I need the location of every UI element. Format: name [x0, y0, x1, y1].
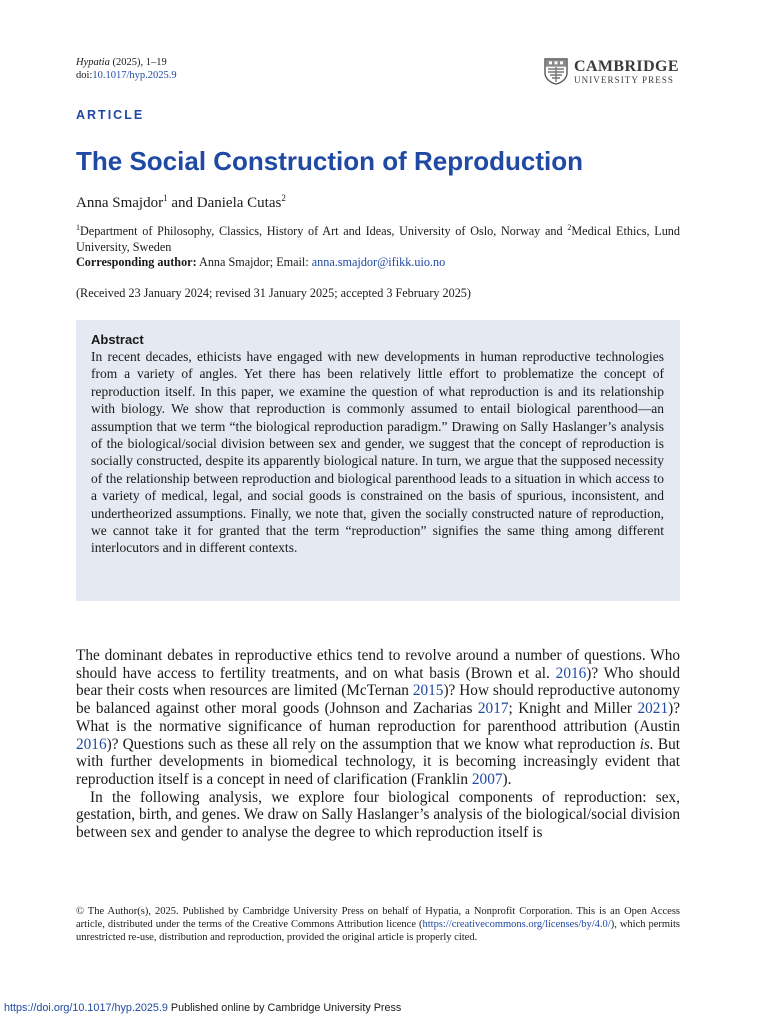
footer-text: Published online by Cambridge University Press [167, 1002, 402, 1014]
affiliation-text: Medical Ethics, Lund University, Sweden [76, 224, 680, 254]
received-dates: (Received 23 January 2024; revised 31 January 2025; accepted 3 February 2025) [76, 286, 471, 300]
license-text: ), which permits unrestricted re-use, distribution and reproduction, provided the original article is properly cited. [76, 918, 681, 943]
affiliation-text: Department of Philosophy, Classics, History of Art and Ideas, University of Oslo, Norway and [80, 224, 568, 238]
license-text: © The Author(s), 2025. Published by Cambridge University Press on behalf of Hypatia, a Nonprofit Corporation. This is an Open Access article, distributed under the terms of the Creative Commons Attribution licence ( [76, 906, 680, 930]
emphasis-text: is. [639, 735, 654, 753]
abstract-text: In recent decades, ethicists have engaged with new developments in human reproductive technologies from a variety of angles. Yet there has been relatively little effort to problematize the concept of reproduction itself. In this paper, we examine the question of what reproduction is and its relationship with biology. We show that reproduction is commonly assumed to entail biological parenthood—an assumption that we term “the biological reproduction paradigm.” Drawing on Sally Haslanger’s analysis of the biological/social division between sex and gender, we suggest that the concept of reproduction is socially constructed, despite its apparently biological nature. In turn, we argue that the supposed necessity of the relationship between reproduction and biological parenthood leads to a situation in which access to a variety of medical, legal, and social goods is constrained on the basis of spurious, inconsistent, and undertheorized assumptions. Finally, we note that, given the socially constructed nature of reproduction, we cannot take it for granted that the term “reproduction” signifies the same thing among different interlocutors and in different contexts. [91, 349, 664, 556]
article-type-label: ARTICLE [76, 108, 145, 122]
page-footer [4, 1002, 401, 1014]
journal-name: Hypatia [76, 57, 110, 68]
publisher-subname: UNIVERSITY PRESS [574, 74, 675, 85]
abstract-heading: Abstract [91, 332, 144, 347]
author-name: Daniela Cutas [196, 195, 282, 211]
publisher-logo [544, 58, 679, 85]
article-title: The Social Construction of Reproduction [76, 146, 583, 176]
affiliation-marker: 1 [163, 193, 168, 203]
body-text [76, 647, 680, 842]
body-text-run: The dominant debates in reproductive ethics tend to revolve around a number of questions. Who should have access to fertility treatments, and on what basis (Brown et al. [76, 647, 680, 682]
citation-link[interactable]: 2016 [76, 735, 107, 753]
body-text-run: But with further developments in biomedical technology, it is becoming increasingly evident that reproduction itself is a concept in need of clarification (Franklin [76, 735, 680, 788]
affiliations [76, 224, 680, 271]
author-name: Anna Smajdor [76, 195, 164, 211]
email-link[interactable]: anna.smajdor@ifikk.uio.no [311, 255, 446, 269]
body-text-run: ). [502, 770, 512, 788]
body-text-run: )? What is the normative significance of human reproduction for parenthood attribution (Austin [76, 700, 680, 735]
citation-link[interactable]: 2007 [471, 770, 503, 788]
citation-link[interactable]: 2021 [637, 700, 669, 718]
authors [76, 195, 286, 212]
corresponding-author-text: Anna Smajdor; Email: [196, 255, 312, 269]
body-text-run: )? Questions such as these all rely on the assumption that we know what reproduction [106, 735, 640, 753]
body-text-run: ; Knight and Miller [508, 700, 638, 718]
body-text-run: )? Who should bear their costs when resources are limited (McTernan [76, 664, 680, 700]
license-link[interactable]: https://creativecommons.org/licenses/by/4.0/ [422, 918, 611, 930]
abstract-box [76, 320, 680, 601]
affiliation-marker: 2 [567, 222, 572, 232]
affiliation-marker: 1 [76, 222, 80, 232]
affiliation-marker: 2 [281, 193, 286, 203]
license-notice [76, 906, 680, 944]
citation-link[interactable]: 2017 [477, 700, 509, 718]
journal-info: (2025), 1–19 [109, 57, 167, 68]
body-text-run: )? How should reproductive autonomy be balanced against other moral goods (Johnson and Zacharias [76, 682, 680, 718]
journal-reference [76, 56, 177, 82]
citation-link[interactable]: 2015 [412, 682, 444, 700]
body-paragraph [76, 647, 680, 789]
publisher-name: CAMBRIDGE [574, 57, 679, 75]
corresponding-author-label: Corresponding author: [76, 255, 197, 269]
citation-link[interactable]: 2016 [555, 664, 587, 682]
doi-prefix: doi: [76, 70, 93, 81]
body-paragraph: In the following analysis, we explore four biological components of reproduction: sex, gestation, birth, and genes. We draw on Sally Haslanger’s analysis of the biological/social division between sex and gender to analyse the degree to which reproduction itself is [76, 788, 680, 842]
footer-doi-link[interactable]: https://doi.org/10.1017/hyp.2025.9 [4, 1002, 168, 1014]
author-conjunction: and [167, 195, 197, 211]
doi-link[interactable]: 10.1017/hyp.2025.9 [92, 70, 177, 81]
cambridge-shield-icon [544, 58, 568, 85]
